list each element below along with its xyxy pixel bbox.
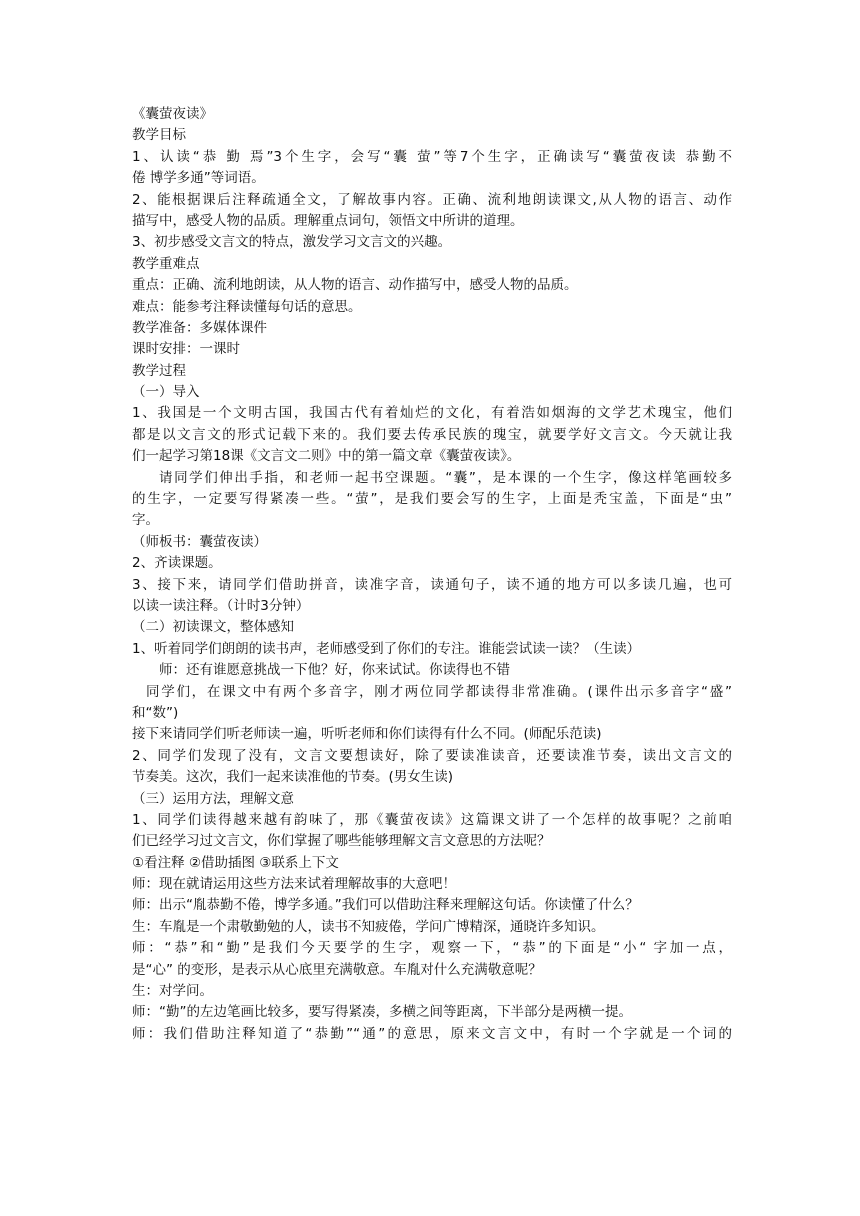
text-line: 教学过程 [132, 362, 186, 379]
text-line: 倦 博学多通”等词语。 [132, 170, 265, 187]
text-line: 2、同学们发现了没有，文言文要想读好，除了要读准读音，还要读准节奏，读出文言文的 [132, 747, 732, 764]
text-line: 字。 [132, 512, 159, 529]
text-line: 课时安排：一课时 [132, 341, 240, 358]
text-line: 节奏美。这次，我们一起来读准他的节奏。(男女生读) [132, 769, 454, 786]
text-line: 《囊萤夜读》 [132, 106, 213, 122]
text-line: 师：出示“胤恭勤不倦，博学多通。”我们可以借助注释来理解这句话。你读懂了什么？ [132, 897, 639, 914]
text-line: 们一起学习第18课《文言文二则》中的第一篇文章《囊萤夜读》。 [132, 448, 521, 465]
text-line: 都是以文言文的形式记载下来的。我们要去传承民族的瑰宝，就要学好文言文。今天就让我 [132, 426, 732, 443]
text-line: 描写中，感受人物的品质。理解重点词句，领悟文中所讲的道理。 [132, 212, 524, 229]
text-line: 教学准备：多媒体课件 [132, 319, 267, 336]
text-line: 们已经学习过文言文，你们掌握了哪些能够理解文言文意思的方法呢？ [132, 833, 551, 850]
text-line: 1、同学们读得越来越有韵味了，那《囊萤夜读》这篇课文讲了一个怎样的故事呢？之前咱 [132, 811, 732, 828]
text-line: 是“心” 的变形，是表示从心底里充满敬意。车胤对什么充满敬意呢？ [132, 961, 542, 978]
document-page [132, 104, 732, 1045]
text-line: 师：还有谁愿意挑战一下他？好，你来试试。你读得也不错 [159, 662, 510, 679]
text-line: 2、齐读课题。 [132, 555, 222, 572]
text-line: ①看注释 ②借助插图 ③联系上下文 [132, 854, 339, 871]
text-line: 和“数”) [132, 704, 179, 721]
text-line: 师：现在就请运用这些方法来试着理解故事的大意吧！ [132, 876, 456, 893]
text-line: 1、我国是一个文明古国，我国古代有着灿烂的文化，有着浩如烟海的文学艺术瑰宝，他们 [132, 405, 732, 422]
text-line: 师：“勤”的左边笔画比较多，要写得紧凑，多横之间等距离，下半部分是两横一提。 [132, 1004, 632, 1021]
text-line: （三）运用方法，理解文意 [132, 790, 294, 807]
text-line: 请同学们伸出手指，和老师一起书空课题。“囊”，是本课的一个生字，像这样笔画较多 [159, 469, 732, 486]
text-line: 师：我们借助注释知道了“恭勤”“通”的意思，原来文言文中，有时一个字就是一个词的 [132, 1025, 732, 1042]
text-line: 同学们，在课文中有两个多音字，刚才两位同学都读得非常准确。(课件出示多音字“盛” [146, 683, 732, 700]
text-line: 1、听着同学们朗朗的读书声，老师感受到了你们的专注。谁能尝试读一读？（生读） [132, 640, 641, 657]
text-line: 2、能根据课后注释疏通全文，了解故事内容。正确、流利地朗读课文,从人物的语言、动作 [132, 191, 732, 208]
text-line: （师板书：囊萤夜读） [132, 533, 267, 550]
text-line: 师：“恭”和“勤”是我们今天要学的生字，观察一下，“恭”的下面是“小“ 字加一点， [132, 940, 732, 957]
text-line: 难点：能参考注释读懂每句话的意思。 [132, 298, 362, 315]
text-line: 接下来请同学们听老师读一遍，听听老师和你们读得有什么不同。(师配乐范读) [132, 726, 602, 743]
text-line: 1、认读“恭 勤 焉”3个生字，会写“囊 萤”等7个生字，正确读写“囊萤夜读 恭勤不 [132, 148, 732, 165]
text-line: 以读一读注释。（计时3分钟） [132, 597, 310, 614]
text-line: 重点：正确、流利地朗读，从人物的语言、动作描写中，感受人物的品质。 [132, 277, 578, 294]
text-line: 3、接下来，请同学们借助拼音，读准字音，读通句子，读不通的地方可以多读几遍，也可 [132, 576, 732, 593]
text-line: 生：对学问。 [132, 983, 213, 1000]
text-line: 生：车胤是一个肃敬勤勉的人，读书不知疲倦，学问广博精深，通晓许多知识。 [132, 918, 605, 935]
text-line: 教学目标 [132, 127, 186, 144]
text-line: 的生字，一定要写得紧凑一些。“萤”，是我们要会写的生字，上面是秃宝盖，下面是“虫” [132, 491, 732, 508]
text-line: 教学重难点 [132, 255, 200, 272]
text-line: 3、初步感受文言文的特点，激发学习文言文的兴趣。 [132, 234, 452, 251]
text-line: （一）导入 [132, 384, 200, 401]
text-line: （二）初读课文，整体感知 [132, 619, 294, 636]
